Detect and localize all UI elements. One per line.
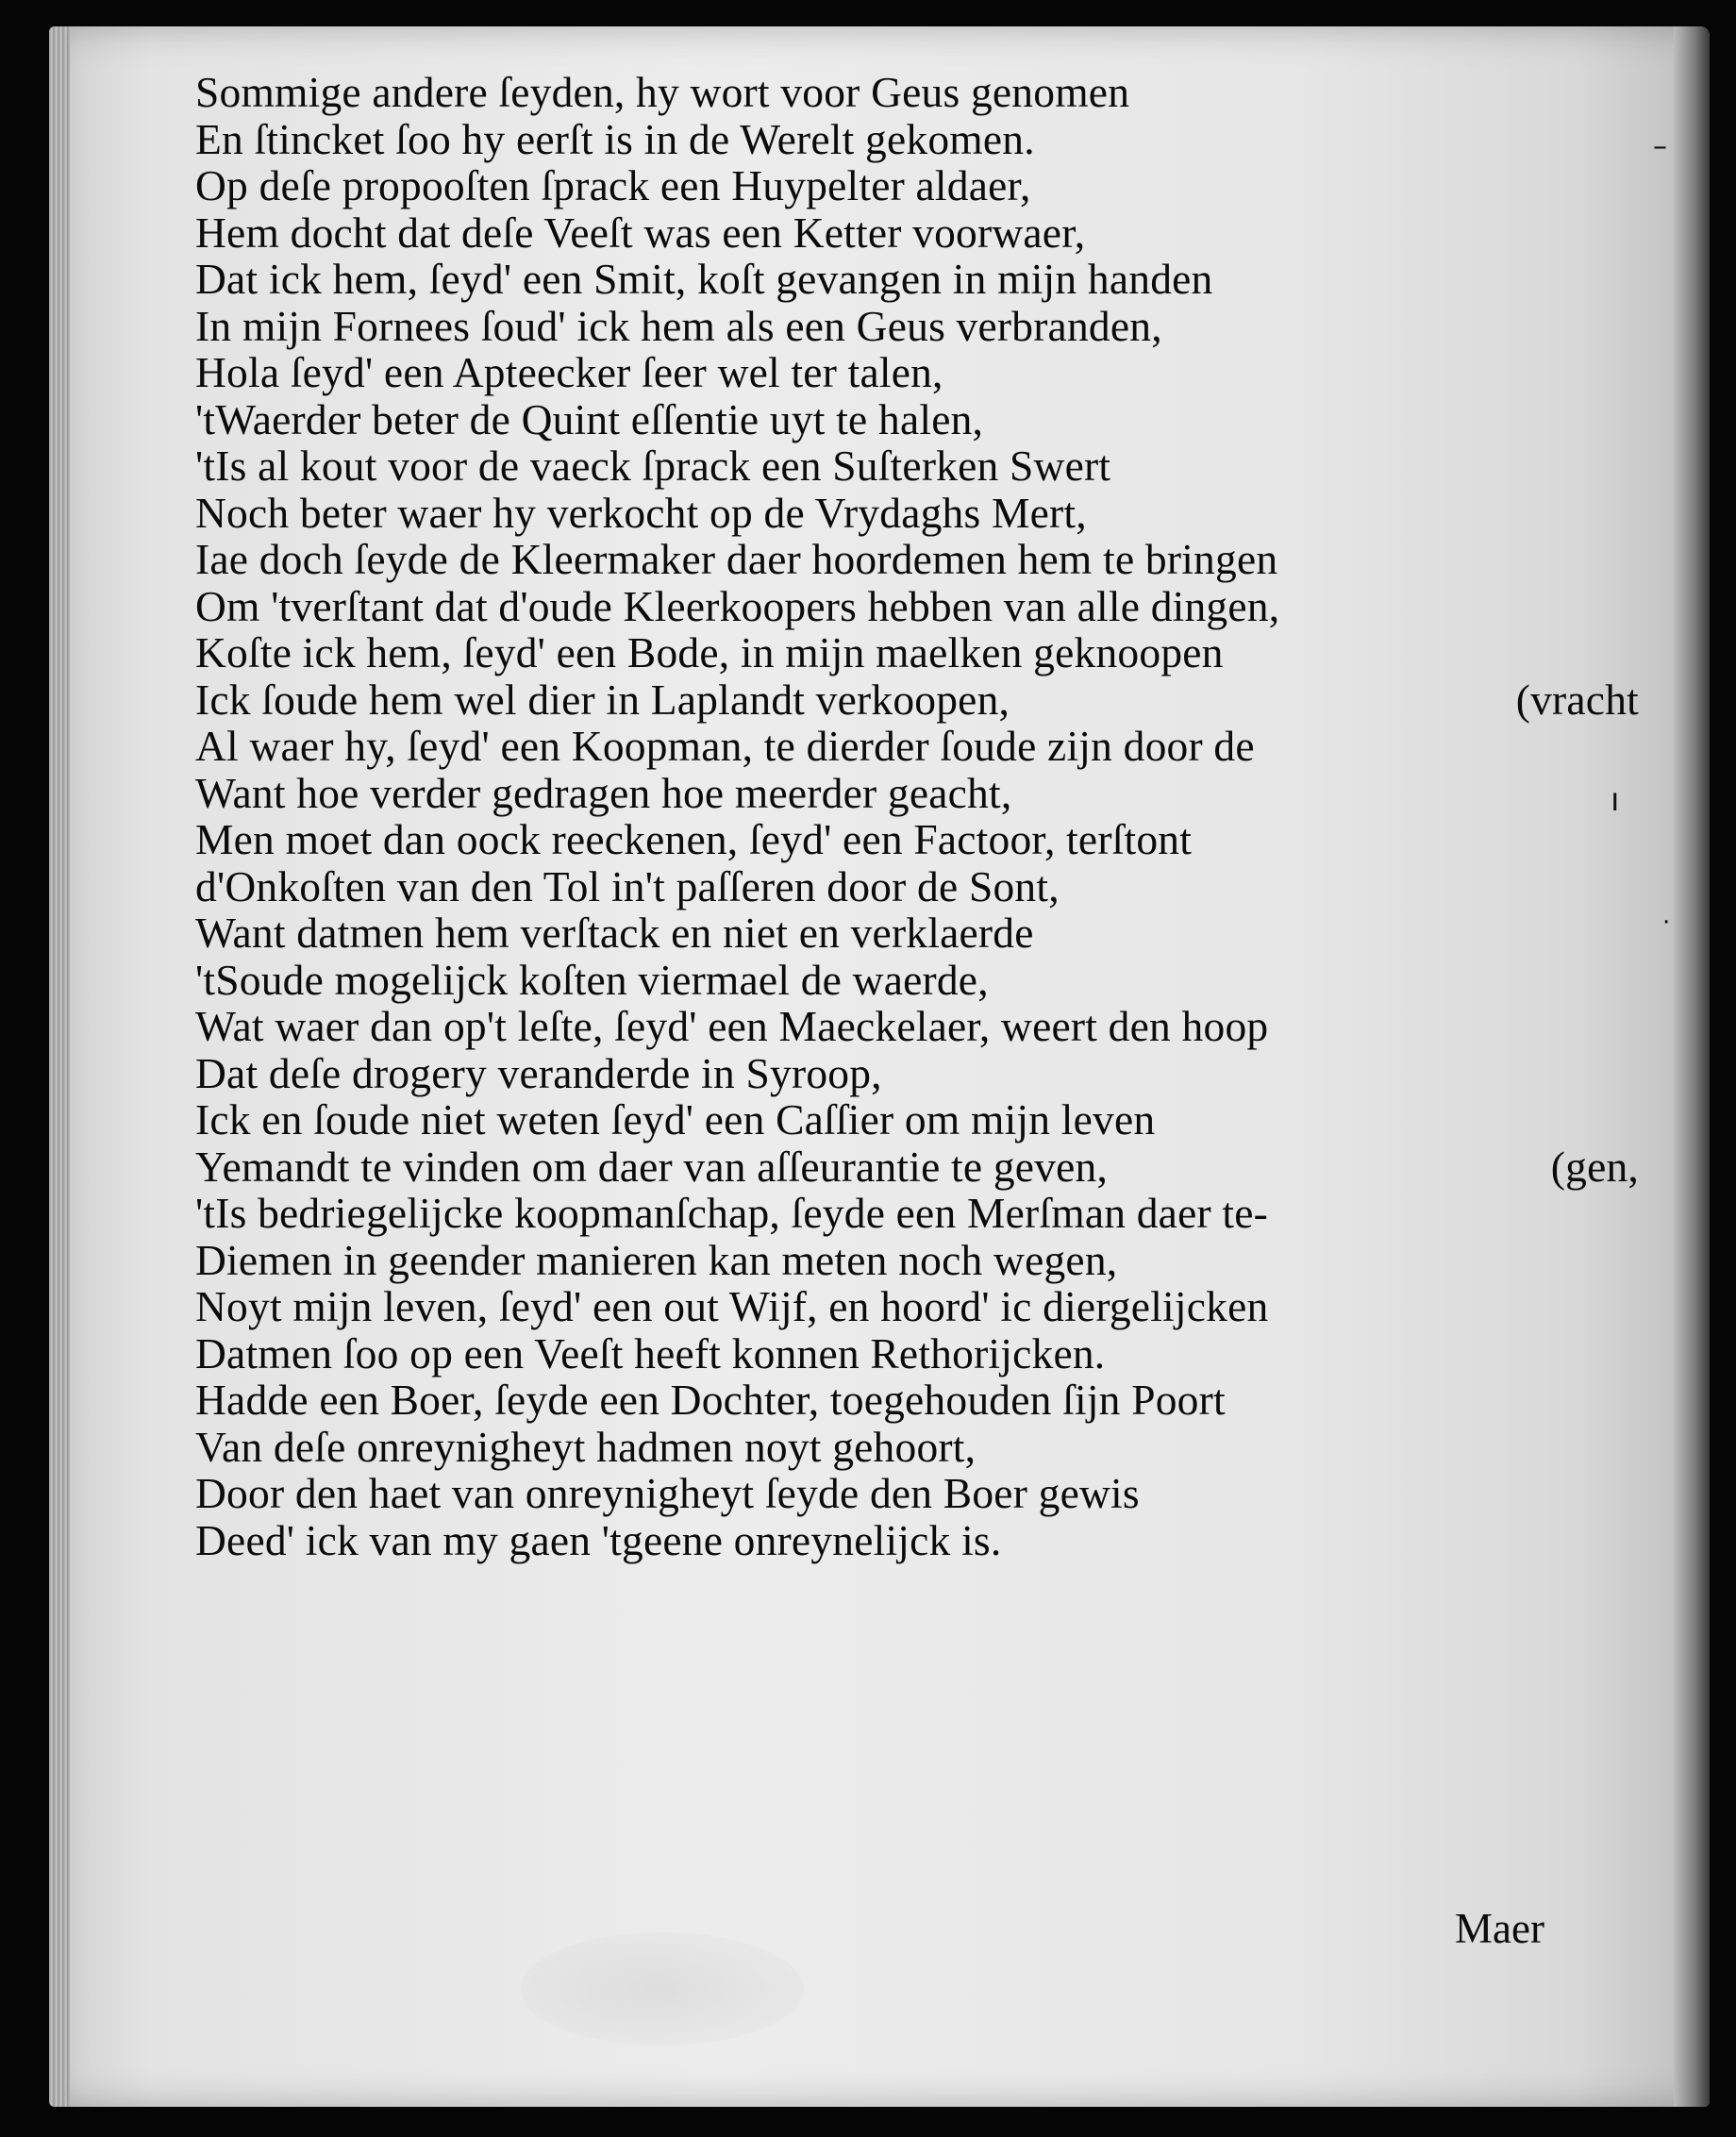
verse-line: En ſtincket ſoo hy eerſt is in de Werelt gekomen. [195, 114, 1035, 163]
verse-line-with-carryover [195, 676, 1639, 724]
verse-line-text: Yemandt te vinden om daer van aſſeurantie te geven, [195, 1142, 1109, 1191]
verse-line: Koſte ick hem, ſeyd' een Bode, in mijn maelken geknoopen [195, 628, 1224, 676]
verse-line: Op deſe propooſten ſprack een Huypelter aldaer, [195, 161, 1031, 209]
verse-line: Deed' ick van my gaen 'tgeene onreynelijck is. [195, 1515, 1002, 1564]
poem-text-block [195, 69, 1639, 1563]
verse-line-with-carryover [195, 1144, 1639, 1191]
verse-line: 'tSoude mogelijck koſten viermael de waerde, [195, 955, 989, 1004]
verse-line: Ick en ſoude niet weten ſeyd' een Caſſier om mijn leven [195, 1095, 1156, 1144]
verse-line: Datmen ſoo op een Veeſt heeft konnen Rethorijcken. [195, 1328, 1106, 1377]
verse-line: Noyt mijn leven, ſeyd' een out Wijf, en hoord' ic diergelijcken [195, 1282, 1269, 1330]
verse-line: Want datmen hem verſtack en niet en verklaerde [195, 909, 1034, 957]
verse-line: Dat ick hem, ſeyd' een Smit, koſt gevangen in mijn handen [195, 255, 1213, 303]
book-page [49, 26, 1710, 2107]
page-edge [49, 26, 70, 2107]
verse-line: 'tIs al kout voor de vaeck ſprack een Suſterken Swert [195, 442, 1111, 490]
ink-speck-icon: · [1662, 909, 1671, 937]
verse-line: Om 'tverſtant dat d'oude Kleerkoopers hebben van alle dingen, [195, 581, 1280, 630]
verse-line: Dat deſe drogery veranderde in Syroop, [195, 1048, 882, 1097]
verse-line: Want hoe verder gedragen hoe meerder geacht, [195, 768, 1012, 817]
paper-stain [521, 1932, 804, 2045]
verse-line: Sommige andere ſeyden, hy wort voor Geus genomen [195, 68, 1130, 116]
carryover-text: (gen, [1550, 1142, 1639, 1191]
verse-line: Van deſe onreynigheyt hadmen noyt gehoort, [195, 1422, 976, 1471]
verse-line: Al waer hy, ſeyd' een Koopman, te dierder ſoude zijn door de [195, 722, 1255, 770]
carryover-text: (vracht [1515, 675, 1639, 724]
ink-speck-icon: ı [1611, 781, 1620, 819]
verse-line: 'tWaerder beter de Quint eſſentie uyt te halen, [195, 394, 984, 443]
verse-line: 'tIs bedriegelijcke koopmanſchap, ſeyde een Merſman daer te- [195, 1189, 1268, 1237]
verse-line: Door den haet van onreynigheyt ſeyde den Boer gewis [195, 1469, 1140, 1517]
verse-line: Noch beter waer hy verkocht op de Vrydaghs Mert, [195, 488, 1087, 537]
verse-line: Diemen in geender manieren kan meten noch wegen, [195, 1235, 1118, 1284]
ink-speck-icon: – [1653, 130, 1667, 163]
verse-line: Men moet dan oock reeckenen, ſeyd' een Factoor, terſtont [195, 815, 1193, 863]
verse-line: In mijn Fornees ſoud' ick hem als een Geus verbranden, [195, 301, 1162, 350]
verse-line: Iae doch ſeyde de Kleermaker daer hoordemen hem te bringen [195, 535, 1278, 583]
verse-line-text: Ick ſoude hem wel dier in Laplandt verkoopen, [195, 675, 1010, 724]
verse-line: Wat waer dan op't leſte, ſeyd' een Maeckelaer, weert den hoop [195, 1002, 1269, 1050]
verse-line: d'Onkoſten van den Tol in't paſſeren door de Sont, [195, 861, 1060, 910]
verse-line: Hem docht dat deſe Veeſt was een Ketter voorwaer, [195, 208, 1086, 257]
verse-line: Hola ſeyd' een Apteecker ſeer wel ter talen, [195, 348, 943, 396]
catchword: Maer [1455, 1905, 1544, 1952]
verse-line: Hadde een Boer, ſeyde een Dochter, toegehouden ſijn Poort [195, 1376, 1226, 1424]
